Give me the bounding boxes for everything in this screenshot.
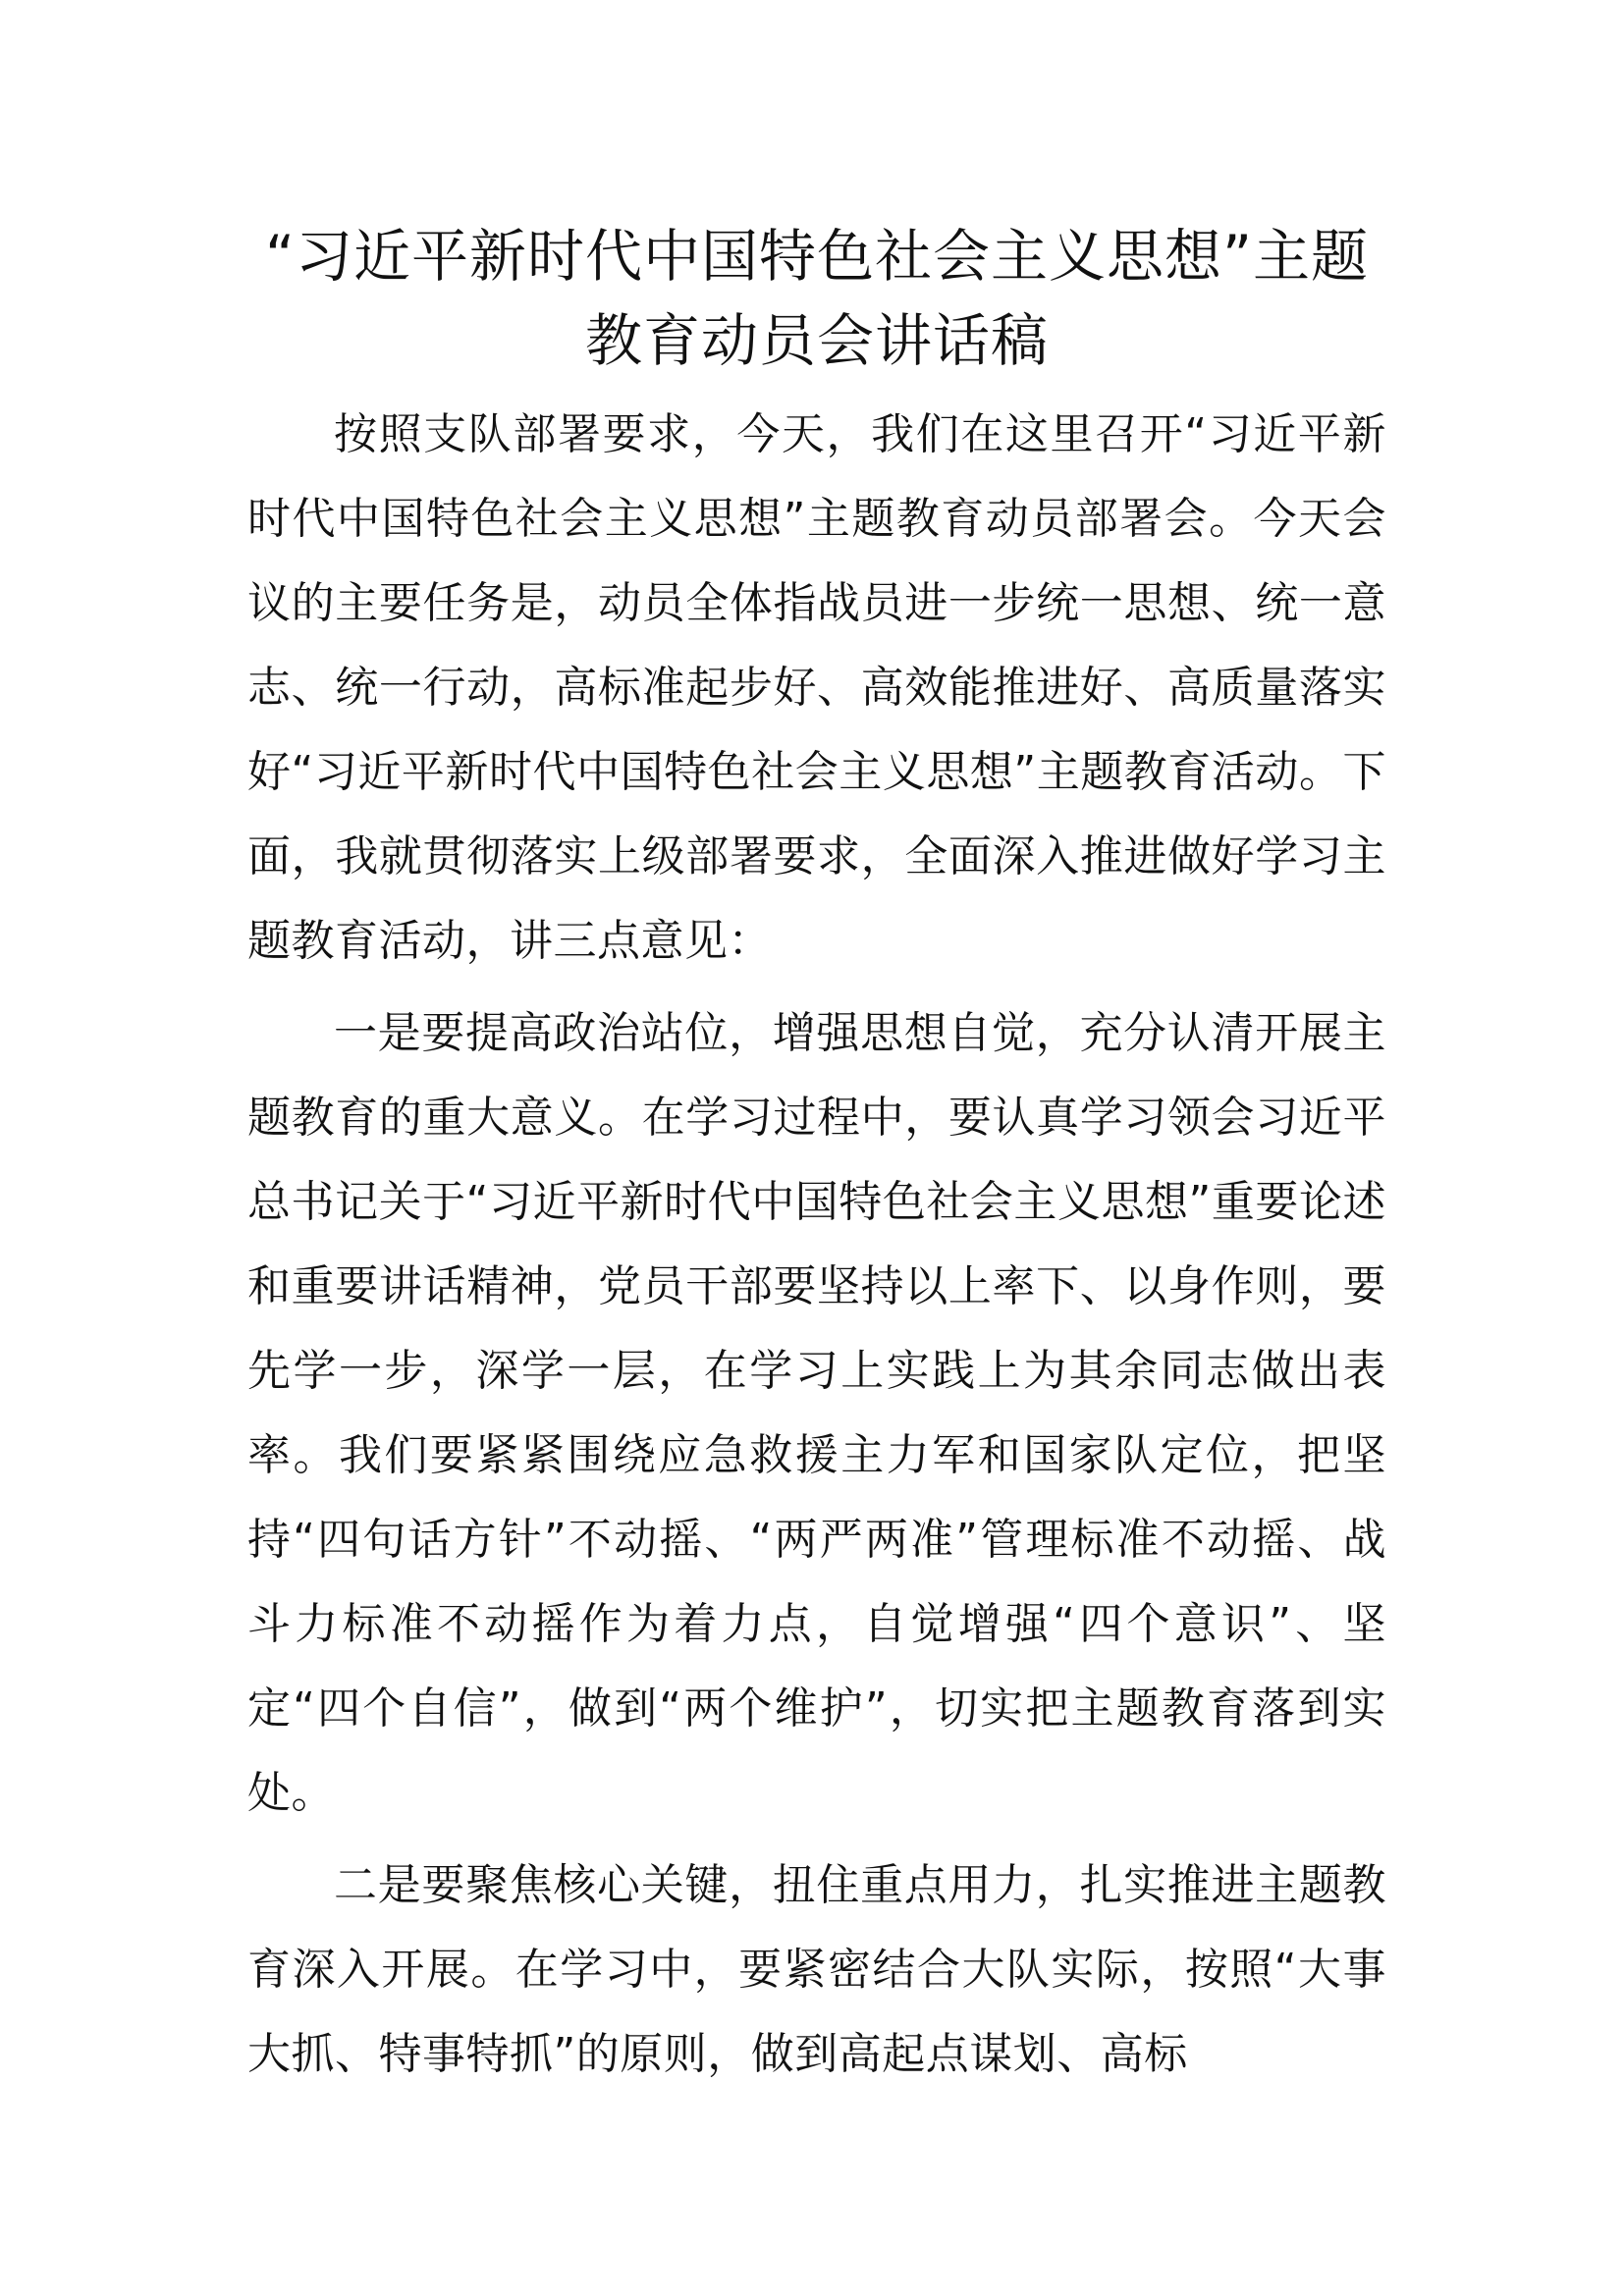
document-title: “习近平新时代中国特色社会主义思想”主题教育动员会讲话稿 xyxy=(264,223,1370,374)
paragraph-point-two: 二是要聚焦核心关键，扭住重点用力，扎实推进主题教育深入开展。在学习中，要紧密结合大队实际，按照“大事大抓、特事特抓”的原则，做到高起点谋划、高标 xyxy=(247,1860,1386,2079)
paragraph-intro: 按照支队部署要求，今天，我们在这里召开“习近平新时代中国特色社会主义思想”主题教育动员部署会。今天会议的主要任务是，动员全体指战员进一步统一思想、统一意志、统一行动，高标准起步好、高效能推进好、高质量落实好“习近平新时代中国特色社会主义思想”主题教育活动。下面，我就贯彻落实上级部署要求，全面深入推进做好学习主题教育活动，讲三点意见： xyxy=(247,409,1386,966)
document-body xyxy=(247,214,1386,2097)
paragraph-point-one: 一是要提高政治站位，增强思想自觉，充分认清开展主题教育的重大意义。在学习过程中，要认真学习领会习近平总书记关于“习近平新时代中国特色社会主义思想”重要论述和重要讲话精神，党员干部要坚持以上率下、以身作则，要先学一步，深学一层，在学习上实践上为其余同志做出表率。我们要紧紧围绕应急救援主力军和国家队定位，把坚持“四句话方针”不动摇、“两严两准”管理标准不动摇、战斗力标准不动摇作为着力点，自觉增强“四个意识”、坚定“四个自信”，做到“两个维护”，切实把主题教育落到实处。 xyxy=(247,1008,1386,1818)
